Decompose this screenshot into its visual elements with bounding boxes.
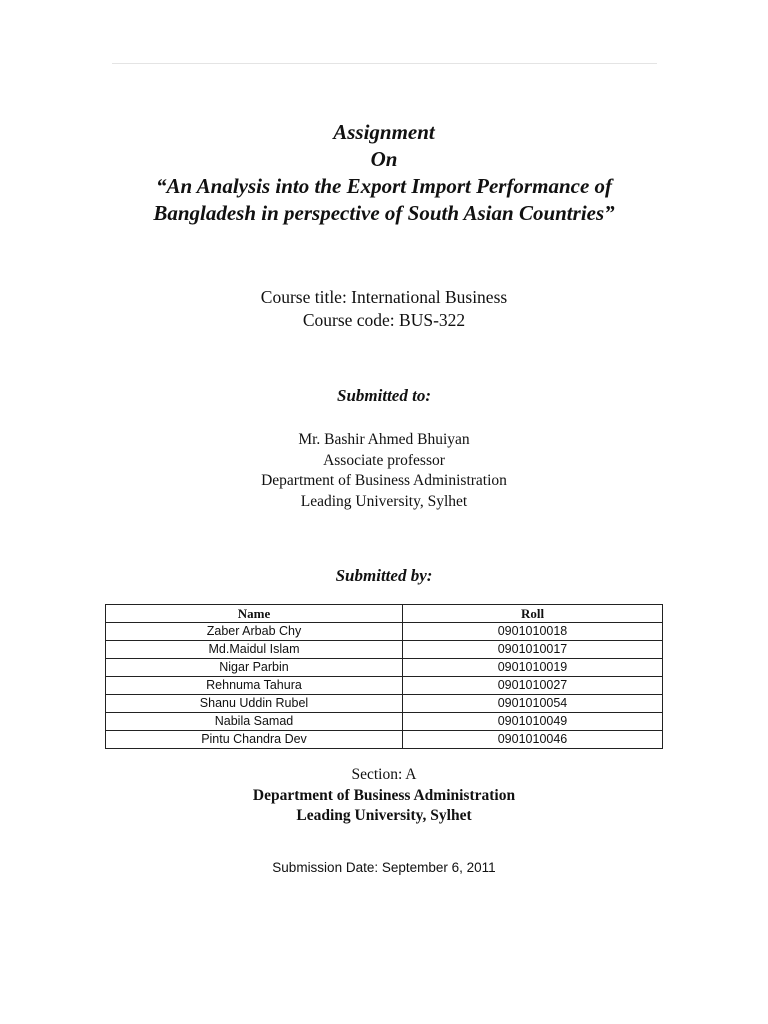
submission-date: Submission Date: September 6, 2011 [272, 860, 496, 875]
table-row [106, 695, 663, 713]
column-header-name: Name [106, 605, 403, 623]
column-header-roll: Roll [403, 605, 663, 623]
supervisor-department: Department of Business Administration [261, 472, 507, 489]
footer-university: Leading University, Sylhet [296, 807, 472, 824]
section-label: Section: A [351, 766, 417, 783]
table-row [106, 713, 663, 731]
member-name: Nabila Samad [106, 713, 403, 731]
members-table [105, 604, 663, 749]
member-name: Zaber Arbab Chy [106, 623, 403, 641]
document-title [0, 119, 768, 227]
table-row [106, 731, 663, 749]
submitted-by-heading: Submitted by: [335, 566, 433, 585]
member-name: Md.Maidul Islam [106, 641, 403, 659]
table-row [106, 677, 663, 695]
supervisor-university: Leading University, Sylhet [300, 492, 468, 510]
supervisor-designation: Associate professor [323, 451, 445, 469]
top-divider [112, 63, 657, 64]
member-name: Shanu Uddin Rubel [106, 695, 403, 713]
footer-department: Department of Business Administration [252, 786, 516, 804]
table-row [106, 623, 663, 641]
table-row [106, 659, 663, 677]
member-roll: 0901010046 [403, 731, 663, 749]
title-topic-line-1: “An Analysis into the Export Import Performance of [155, 174, 613, 198]
member-roll: 0901010049 [403, 713, 663, 731]
table-header-row [106, 605, 663, 623]
course-code: Course code: BUS-322 [302, 310, 466, 330]
section-info [0, 765, 768, 827]
member-name: Pintu Chandra Dev [106, 731, 403, 749]
title-assignment: Assignment [333, 120, 435, 144]
submitted-to-heading: Submitted to: [337, 386, 431, 405]
member-roll: 0901010017 [403, 641, 663, 659]
member-roll: 0901010027 [403, 677, 663, 695]
title-on: On [370, 147, 398, 171]
member-roll: 0901010018 [403, 623, 663, 641]
member-name: Rehnuma Tahura [106, 677, 403, 695]
supervisor-name: Mr. Bashir Ahmed Bhuiyan [298, 431, 470, 448]
member-name: Nigar Parbin [106, 659, 403, 677]
title-topic-line-2: Bangladesh in perspective of South Asian Countries” [153, 201, 615, 225]
member-roll: 0901010019 [403, 659, 663, 677]
table-row [106, 641, 663, 659]
supervisor-info [0, 430, 768, 512]
course-title: Course title: International Business [260, 287, 508, 307]
member-roll: 0901010054 [403, 695, 663, 713]
course-info [0, 286, 768, 332]
